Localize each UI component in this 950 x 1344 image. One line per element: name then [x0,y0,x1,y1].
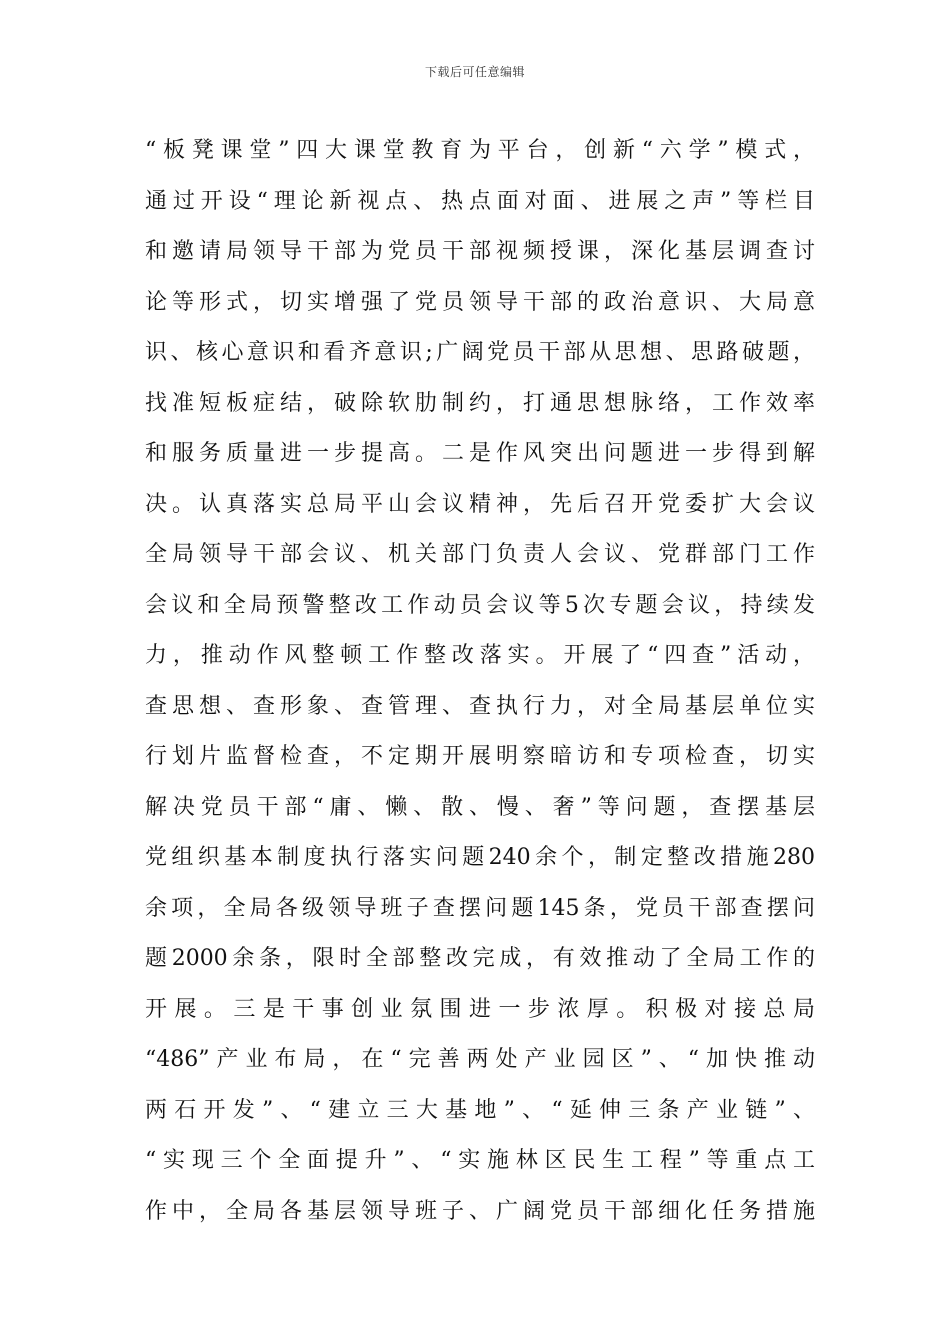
text-line: 和服务质量进一步提高。二是作风突出问题进一步得到解 [145,441,815,466]
text-line: “板凳课堂”四大课堂教育为平台，创新“六学”模式， [145,138,815,163]
text-line: “486”产业布局，在“完善两处产业园区”、“加快推动 [145,1047,815,1072]
text-line: 决。认真落实总局平山会议精神，先后召开党委扩大会议 [145,491,815,517]
text-line: 两石开发”、“建立三大基地”、“延伸三条产业链”、 [145,1097,815,1123]
text-line: 全局领导干部会议、机关部门负责人会议、党群部门工作 [145,542,815,567]
text-line: 论等形式，切实增强了党员领导干部的政治意识、大局意 [145,289,815,315]
text-line: 会议和全局预警整改工作动员会议等5次专题会议，持续发 [145,592,815,618]
text-line: 识、核心意识和看齐意识;广阔党员干部从思想、思路破题， [145,340,815,365]
body-text [145,126,815,1237]
text-line: 解决党员干部“庸、懒、散、慢、奢”等问题，查摆基层 [145,794,815,820]
text-line: 题2000余条，限时全部整改完成，有效推动了全局工作的 [145,946,815,971]
text-line: 余项，全局各级领导班子查摆问题145条，党员干部查摆问 [145,895,815,921]
text-line: 党组织基本制度执行落实问题240余个，制定整改措施280 [145,845,815,870]
text-line: 力，推动作风整顿工作整改落实。开展了“四查”活动， [145,643,815,668]
text-line: 开展。三是干事创业氛围进一步浓厚。积极对接总局 [145,996,815,1022]
page-header: 下载后可任意编辑 [424,65,525,79]
text-line: 和邀请局领导干部为党员干部视频授课，深化基层调查讨 [145,239,815,264]
text-line: 行划片监督检查，不定期开展明察暗访和专项检查，切实 [145,744,815,769]
text-line: 作中，全局各基层领导班子、广阔党员干部细化任务措施 [145,1198,815,1224]
text-line: 通过开设“理论新视点、热点面对面、进展之声”等栏目 [145,188,815,214]
text-line: 找准短板症结，破除软肋制约，打通思想脉络，工作效率 [145,390,815,416]
text-line: “实现三个全面提升”、“实施林区民生工程”等重点工 [145,1148,815,1173]
text-line: 查思想、查形象、查管理、查执行力，对全局基层单位实 [145,693,815,719]
